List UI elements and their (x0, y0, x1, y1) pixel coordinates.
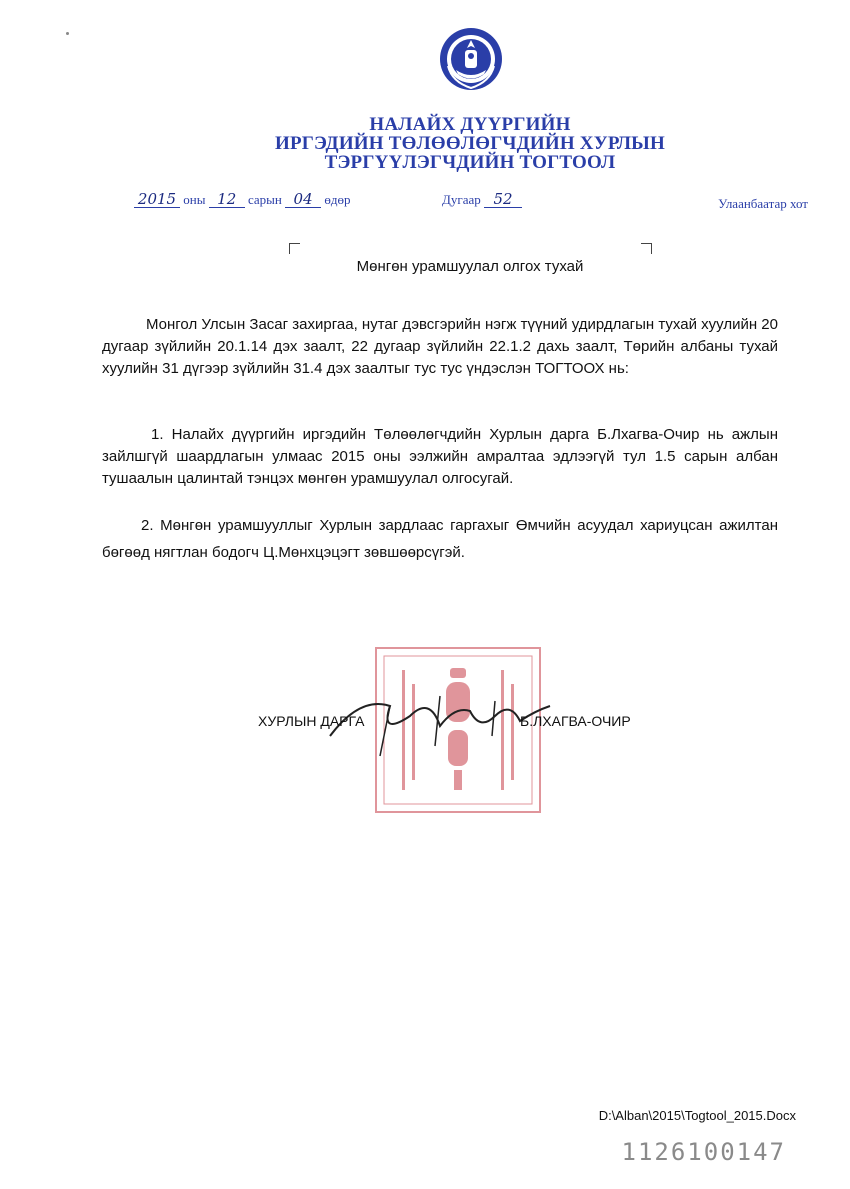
signatory-name: Б.ЛХАГВА-ОЧИР (520, 713, 631, 729)
month-value: 12 (209, 192, 245, 208)
city-label: Улаанбаатар хот (718, 196, 808, 211)
day-value: 04 (285, 192, 321, 208)
number-value: 52 (484, 192, 522, 208)
resolution-item-2: 2. Мөнгөн урамшууллыг Хурлын зардлаас гаргахыг Өмчийн асуудал хариуцсан ажилтан бөгөөд нягтлан бодогч Ц.Мөнхцэцэгт зөвшөөрсүгэй. (102, 517, 778, 561)
signatory-title: ХУРЛЫН ДАРГА (258, 713, 365, 729)
preamble-paragraph: Монгол Улсын Засаг захиргаа, нутаг дэвсгэрийн нэгж түүний удирдлагын тухай хуулийн 20 дугаар зүйлийн 20.1.14 дэх заалт, 22 дугаар зүйлийн 22.1.2 дахь заалт, Төрийн албаны тухай хуулийн 31 дүгээр зүйлийн 31.4 дэх заалтыг тус тус үндэслэн ТОГТООХ нь: (102, 316, 778, 377)
issuer-title-line-1: НАЛАЙХ ДҮҮРГИЙН (369, 114, 571, 135)
year-suffix: оны (183, 192, 206, 207)
day-suffix: өдөр (324, 192, 351, 207)
document-type-title: ТЭРГҮҮЛЭГЧДИЙН ТОГТООЛ (324, 152, 616, 173)
month-suffix: сарын (247, 192, 282, 207)
subject-corner-left (289, 243, 300, 254)
document-serial-number: 1126100147 (621, 1138, 786, 1166)
date-line (134, 192, 350, 208)
number-label: Дугаар (442, 192, 481, 207)
resolution-item-1: 1. Налайх дүүргийн иргэдийн Төлөөлөгчдийн Хурлын дарга Б.Лхагва-Очир нь ажлын зайлшгүй шаардлагын улмаас 2015 оны ээлжийн амралтаа эдлээгүй тул 1.5 сарын албан тушаалын цалинтай тэнцэх мөнгөн урамшуулал олгосугай. (102, 426, 778, 487)
scan-speck (66, 32, 69, 35)
subject-corner-right (641, 243, 652, 254)
number-line (442, 192, 522, 208)
subject-line: Мөнгөн урамшуулал олгох тухай (356, 258, 584, 275)
year-value: 2015 (134, 192, 180, 208)
state-emblem-icon (438, 26, 504, 92)
issuer-title-line-2: ИРГЭДИЙН ТӨЛӨӨЛӨГЧДИЙН ХУРЛЫН (274, 133, 666, 154)
file-path: D:\Alban\2015\Togtool_2015.Docx (598, 1108, 796, 1123)
